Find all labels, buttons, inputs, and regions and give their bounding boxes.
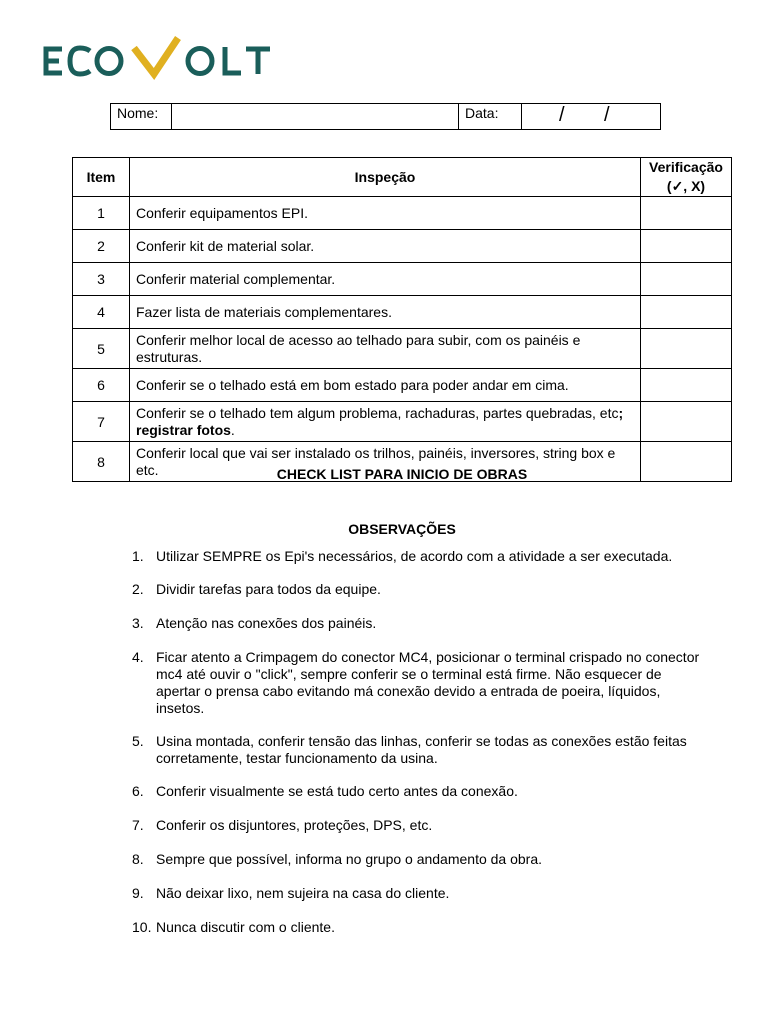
list-number: 1.	[132, 548, 144, 564]
verification-cell[interactable]	[641, 263, 732, 296]
row-text: Conferir kit de material solar.	[130, 230, 641, 263]
header-inspecao: Inspeção	[130, 158, 641, 197]
list-number: 4.	[132, 649, 144, 665]
date-label: Data:	[459, 104, 522, 130]
list-item	[132, 733, 702, 767]
observacoes-list	[132, 548, 702, 936]
list-text: Conferir visualmente se está tudo certo antes da conexão.	[156, 783, 518, 799]
list-text: Não deixar lixo, nem sujeira na casa do cliente.	[156, 885, 450, 901]
row-text: Conferir se o telhado está em bom estado para poder andar em cima.	[130, 369, 641, 402]
row-number: 1	[73, 197, 130, 230]
verification-cell[interactable]	[641, 296, 732, 329]
name-field[interactable]	[172, 104, 459, 130]
row-text-bold: ; registrar fotos	[136, 404, 624, 438]
row-text: Conferir melhor local de acesso ao telhado para subir, com os painéis e estruturas.	[130, 329, 641, 369]
name-label: Nome:	[111, 104, 172, 130]
list-item	[132, 851, 702, 868]
row-text: Conferir material complementar.	[130, 263, 641, 296]
list-number: 8.	[132, 851, 144, 867]
list-item	[132, 649, 702, 717]
list-text: Conferir os disjuntores, proteções, DPS, etc.	[156, 817, 433, 833]
list-number: 6.	[132, 783, 144, 799]
observacoes-title: OBSERVAÇÕES	[348, 521, 456, 537]
date-separator: /	[559, 104, 565, 126]
header-item: Item	[73, 158, 130, 197]
brand-name: ECOVOLT	[42, 34, 47, 35]
row-number: 6	[73, 369, 130, 402]
row-number: 7	[73, 402, 130, 442]
list-text: Utilizar SEMPRE os Epi's necessários, de acordo com a atividade a ser executada.	[156, 548, 673, 564]
list-number: 9.	[132, 885, 144, 901]
checklist-table	[72, 157, 732, 482]
row-text-part: Conferir se o telhado tem algum problema, rachaduras, partes quebradas, etc	[136, 404, 619, 421]
ecovolt-logo	[42, 34, 282, 80]
header-verificacao-legend: (✓, X)	[666, 178, 706, 194]
date-field[interactable]	[522, 104, 661, 130]
verification-cell[interactable]	[641, 197, 732, 230]
list-text: Dividir tarefas para todos da equipe.	[156, 581, 381, 597]
list-item	[132, 783, 702, 800]
row-number: 3	[73, 263, 130, 296]
verification-cell[interactable]	[641, 230, 732, 263]
row-text: Fazer lista de materiais complementares.	[130, 296, 641, 329]
table-row	[73, 197, 732, 230]
header-verificacao	[641, 158, 732, 197]
verification-cell[interactable]	[641, 402, 732, 442]
list-number: 5.	[132, 733, 144, 749]
document-title: CHECK LIST PARA INICIO DE OBRAS	[276, 466, 528, 482]
list-item	[132, 615, 702, 632]
row-number: 8	[73, 442, 130, 482]
header-form	[110, 103, 661, 130]
table-row	[73, 230, 732, 263]
table-row	[73, 329, 732, 369]
table-row	[73, 296, 732, 329]
list-item	[132, 581, 702, 598]
list-number: 7.	[132, 817, 144, 833]
list-text: Atenção nas conexões dos painéis.	[156, 615, 377, 631]
list-text: Sempre que possível, informa no grupo o andamento da obra.	[156, 851, 543, 867]
date-separator: /	[604, 104, 610, 126]
header-verificacao-label: Verificação	[649, 159, 723, 175]
row-number: 4	[73, 296, 130, 329]
verification-cell[interactable]	[641, 329, 732, 369]
row-text-part: .	[230, 421, 235, 438]
list-item	[132, 885, 702, 902]
row-number: 2	[73, 230, 130, 263]
row-text: Conferir equipamentos EPI.	[130, 197, 641, 230]
row-text: Conferir local que vai ser instalado os trilhos, painéis, inversores, string box e etc.	[130, 442, 641, 482]
table-row	[73, 402, 732, 442]
list-item	[132, 919, 702, 936]
row-text	[130, 402, 641, 442]
table-row	[73, 369, 732, 402]
list-number: 10.	[132, 919, 152, 935]
list-number: 3.	[132, 615, 144, 631]
list-item	[132, 817, 702, 834]
list-text: Nunca discutir com o cliente.	[156, 919, 335, 935]
list-number: 2.	[132, 581, 144, 597]
verification-cell[interactable]	[641, 369, 732, 402]
row-number: 5	[73, 329, 130, 369]
table-header-row	[73, 158, 732, 197]
ecovolt-logo-mark	[42, 34, 282, 80]
table-row	[73, 263, 732, 296]
list-text: Ficar atento a Crimpagem do conector MC4, posicionar o terminal crispado no conector mc4 até ouvir o "click", sempre conferir se o terminal está firme. Não esquecer de apertar o prensa cabo evitando má conexão devido a entrada de poeira, líquidos, insetos.	[156, 649, 700, 716]
list-text: Usina montada, conferir tensão das linhas, conferir se todas as conexões estão feitas corretamente, testar funcionamento da usina.	[156, 733, 687, 766]
list-item	[132, 548, 702, 565]
